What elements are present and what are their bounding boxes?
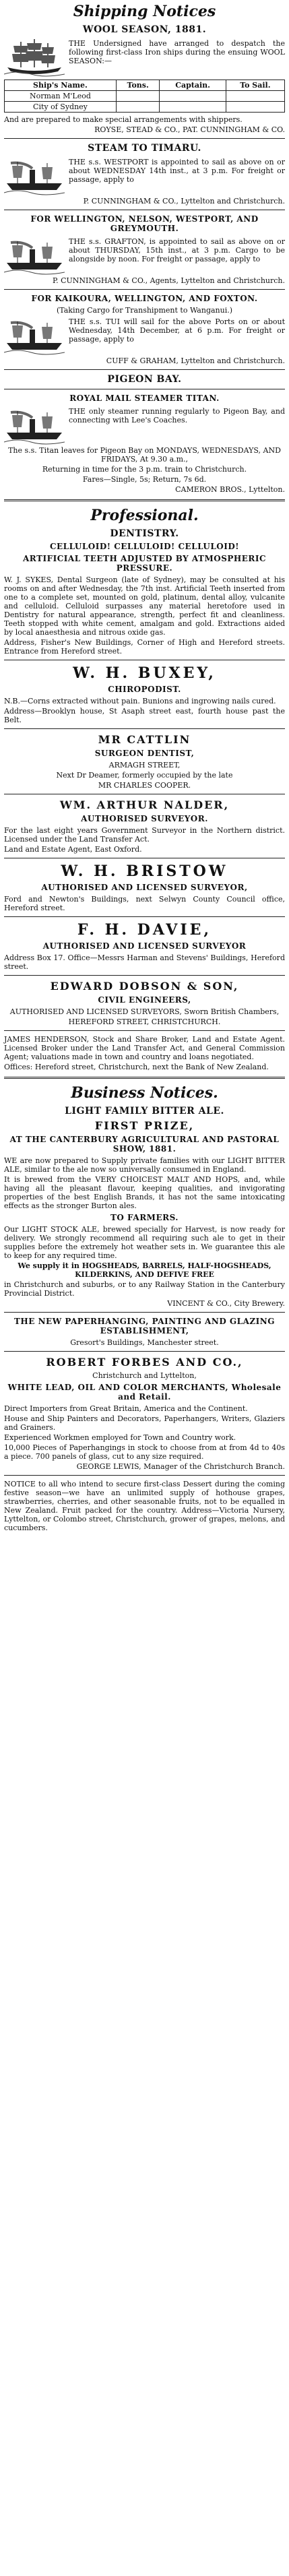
wool-body-wrap [69,38,285,67]
pigeon-fares: Fares—Single, 5s; Return, 7s 6d. [82,475,207,484]
divider [4,289,285,290]
buxey-name: W. H. BUXEY, [73,664,216,682]
wool-schedule-table [4,80,285,113]
professional-section-title: Professional. [90,507,199,524]
ale-signoff: VINCENT & CO., City Brewery. [167,1299,285,1308]
wellington-ad [4,214,285,285]
divider [4,975,285,976]
davie-ad [4,921,285,971]
wellington-agent: P. CUNNINGHAM & CO., Agents, Lyttelton and Christchurch. [52,276,285,285]
schedule-header-ship: Ship's Name. [5,80,117,91]
timaru-ship-row [4,156,285,195]
kaikoura-agent: CUFF & GRAHAM, Lyttelton and Christchurch. [106,356,285,365]
schedule-cell [226,102,284,113]
kaikoura-ship-row [4,316,285,355]
timaru-heading: STEAM TO TIMARU. [88,143,201,154]
nalder-ad [4,798,285,854]
forbes-sub: Christchurch and Lyttelton, [92,1371,197,1380]
steamship-icon [4,316,65,355]
ale-farmers: TO FARMERS. [110,1213,179,1222]
kaikoura-heading: FOR KAIKOURA, WELLINGTON, AND FOXTON. [31,294,258,303]
divider [4,369,285,370]
dentistry-sub: ARTIFICIAL TEETH ADJUSTED BY ATMOSPHERIC PRESSURE. [23,554,266,573]
notices-column [0,3,289,1532]
henderson-ad [4,1035,285,1071]
ale-heading: LIGHT FAMILY BITTER ALE. [65,1106,224,1117]
buxey-address: Address—Brooklyn house, St Asaph street east, fourth house past the Belt. [4,707,285,724]
ale-body1: WE are now prepared to Supply private families with our LIGHT BITTER ALE, similar to the ale now so universally consumed in England. [4,1156,285,1174]
bristow-body: Ford and Newton's Buildings, next Selwyn County Council office, Hereford street. [4,895,285,912]
wool-arrange: And are prepared to make special arrangements with shippers. [4,115,243,124]
pigeon-body-wrap [69,406,285,426]
wellington-body: THE s.s. GRAFTON, is appointed to sail as above on or about THURSDAY, 15th inst., at 3 p.m. Cargo to be alongside by noon. For freight or passage, apply to [69,237,285,263]
fruit-notice-body: NOTICE to all who intend to secure first-class Dessert during the coming festive season—we have an unlimited supply of hothouse grapes, strawberries, cherries, and other seasonable fruits, not to be equalled in New Zealand. Fruit packed for the country. Address—Victoria Nursery, Lyttelton, or Colombo street, Christchurch, grower of grapes, melons, and cucumbers. [4,1480,285,1532]
ale-supply: We supply it in HOGSHEADS, BARRELS, HALF-HOGSHEADS, KILDERKINS, AND DEFIVE FREE [18,1261,271,1279]
nalder-address: Land and Estate Agent, East Oxford. [4,845,142,854]
bristow-role: AUTHORISED AND LICENSED SURVEYOR, [41,883,248,892]
ale-body2: It is brewed from the VERY CHOICEST MALT AND HOPS, and, while having all the pleasant flavour, keeping qualities, and invigorating properties of the best English Brands, it has not the same intoxicating effects as the stronger Burton ales. [4,1175,285,1210]
sailing-ship-icon [4,38,65,77]
kaikoura-ad [4,294,285,365]
steamship-icon [4,406,65,445]
schedule-cell [160,102,226,113]
divider [4,1312,285,1313]
wellington-ship-row [4,236,285,275]
bitter-ale-ad [4,1106,285,1308]
cattlin-street: ARMAGH STREET, [108,761,181,769]
forbes-body3: Experienced Workmen employed for Town and Country work. [4,1433,236,1442]
wool-heading: WOOL SEASON, 1881. [82,24,207,35]
davie-body: Address Box 17. Office—Messrs Harman and Stevens' Buildings, Hereford street. [4,953,285,971]
celluloid-line: CELLULOID! CELLULOID! CELLULOID! [49,542,240,551]
schedule-cell [116,91,160,102]
timaru-body: THE s.s. WESTPORT is appointed to sail as above on or about WEDNESDAY 14th inst., at 3 p.m. For freight or passage, apply to [69,158,285,184]
henderson-address: Offices: Hereford street, Christchurch, next the Bank of New Zealand. [4,1063,269,1071]
business-section-title: Business Notices. [71,1084,218,1102]
forbes-ad [4,1356,285,1471]
nalder-body: For the last eight years Government Surveyor in the Northern district. Licensed under the Land Transfer Act. [4,826,285,844]
forbes-trade: WHITE LEAD, OIL AND COLOR MERCHANTS, Wholesale and Retail. [7,1383,282,1402]
buxey-ad [4,664,285,724]
pigeon-return: Returning in time for the 3 p.m. train to Christchurch. [42,465,247,474]
dobson-ad [4,980,285,1026]
schedule-header-row [5,80,285,91]
schedule-cell [226,91,284,102]
cattlin-role: SURGEON DENTIST, [94,749,195,758]
cattlin-name: MR CATTLIN [98,733,191,746]
pigeon-ship-row [4,406,285,445]
dobson-sub: AUTHORISED AND LICENSED SURVEYORS, Sworn British Chambers, [9,1007,280,1016]
fruit-notice-ad [4,1480,285,1532]
newspaper-page [0,3,289,2576]
table-row [5,91,285,102]
dobson-address: HEREFORD STREET, CHRISTCHURCH. [68,1017,221,1026]
ale-prize: FIRST PRIZE, [94,1119,195,1132]
forbes-signoff: GEORGE LEWIS, Manager of the Christchurch Branch. [76,1462,285,1471]
cattlin-late: MR CHARLES COOPER. [98,781,191,790]
dentistry-address: Address, Fisher's New Buildings, Corner of High and Hereford streets. Entrance from Hereford street. [4,638,285,656]
schedule-cell: Norman M'Leod [5,91,117,102]
timaru-agent: P. CUNNINGHAM & CO., Lyttelton and Christchurch. [83,197,285,206]
davie-role: AUTHORISED AND LICENSED SURVEYOR [42,941,247,951]
paperhanging-ad [4,1317,285,1347]
dobson-name: EDWARD DOBSON & SON, [50,980,239,993]
divider [4,728,285,729]
schedule-header-tons: Tons. [116,80,160,91]
forbes-body: Direct Importers from Great Britain, America and the Continent. [4,1404,248,1413]
wool-season-ad [4,24,285,134]
table-row [5,102,285,113]
kaikoura-body: THE s.s. TUI will sail for the above Ports on or about Wednesday, 14th December, at 6 p.m. For freight or passage, apply to [69,317,285,344]
forbes-name: ROBERT FORBES AND CO., [46,1356,243,1369]
buxey-body: N.B.—Corns extracted without pain. Bunions and ingrowing nails cured. [4,697,276,705]
wool-agents: ROYSE, STEAD & CO., PAT. CUNNINGHAM & CO. [94,125,285,134]
divider [4,916,285,917]
paperhanging-heading: THE NEW PAPERHANGING, PAINTING AND GLAZING ESTABLISHMENT, [13,1317,276,1336]
henderson-body: JAMES HENDERSON, Stock and Share Broker, Land and Estate Agent. Licensed Broker under the Land Transfer Act, and General Commission Agent; valuations made in town and country and loans negotiated. [4,1035,285,1061]
pigeon-body: THE only steamer running regularly to Pigeon Bay, and connecting with Lee's Coaches. [69,407,285,425]
divider [4,138,285,139]
ale-show: AT THE CANTERBURY AGRICULTURAL AND PASTORAL SHOW, 1881. [9,1135,280,1154]
dentistry-heading: DENTISTRY. [110,528,179,539]
shipping-section-title: Shipping Notices [73,3,216,20]
divider [4,1030,285,1031]
schedule-cell [116,102,160,113]
wool-ship-row [4,38,285,77]
paperhanging-address: Gresort's Buildings, Manchester street. [70,1338,219,1347]
schedule-header-sail: To Sail. [226,80,284,91]
pigeon-agent: CAMERON BROS., Lyttelton. [175,485,285,494]
steamship-icon [4,156,65,195]
pigeon-heading: PIGEON BAY. [107,374,182,385]
davie-name: F. H. DAVIE, [77,921,212,939]
steamship-icon [4,236,65,275]
timaru-ad [4,143,285,206]
dobson-role: CIVIL ENGINEERS, [98,995,191,1005]
wellington-body-wrap [69,236,285,265]
kaikoura-body-wrap [69,316,285,345]
dentistry-ad [4,528,285,656]
wellington-heading: FOR WELLINGTON, NELSON, WESTPORT, AND GREYMOUTH. [30,214,259,233]
cattlin-ad [4,733,285,790]
pigeon-heading2: ROYAL MAIL STEAMER TITAN. [69,394,220,403]
divider [4,1351,285,1352]
cattlin-body: Next Dr Deamer, formerly occupied by the late [56,771,233,780]
bristow-ad [4,862,285,912]
dentistry-body: W. J. SYKES, Dental Surgeon (late of Sydney), may be consulted at his rooms on and after Wednesday, the 7th inst. Artificial Teeth inserted from one to a complete set, mounted on gold, platinum, dental alloy, vulcanite and celluloid. Celluloid surpasses any material heretofore used in Dentistry for natural appearance, strength, perfect fit and cleanliness. Teeth stopped with white cement, amalgam and gold. Extractions aided by local anaesthesia and nitrous oxide gas. [4,575,285,637]
forbes-body4: 10,000 Pieces of Paperhangings in stock to choose from at from 4d to 40s a piece. 700 panels of glass, cut to any size required. [4,1443,285,1461]
pigeon-bay-ad [4,374,285,494]
section-divider [4,1077,285,1079]
divider [4,1475,285,1476]
bristow-name: W. H. BRISTOW [61,862,228,880]
timaru-body-wrap [69,156,285,185]
kaikoura-sub: (Taking Cargo for Transhipment to Wanganui.) [56,306,233,315]
schedule-header-captain: Captain. [160,80,226,91]
schedule-cell: City of Sydney [5,102,117,113]
forbes-body2: House and Ship Painters and Decorators, Paperhangers, Writers, Glaziers and Grainers. [4,1414,285,1432]
ale-body4: in Christchurch and suburbs, or to any Railway Station in the Canterbury Provincial District. [4,1280,285,1298]
schedule-cell [160,91,226,102]
wool-body: THE Undersigned have arranged to despatch the following first-class Iron ships during the ensuing WOOL SEASON:— [69,39,285,65]
ale-body3: Our LIGHT STOCK ALE, brewed specially for Harvest, is now ready for delivery. We strongly recommend all requiring such ale to get in their supplies before the extremely hot weather sets in. We guarantee this ale to keep for any required time. [4,1225,285,1260]
section-divider [4,499,285,501]
nalder-role: AUTHORISED SURVEYOR. [81,814,208,823]
pigeon-schedule: The s.s. Titan leaves for Pigeon Bay on MONDAYS, WEDNESDAYS, AND FRIDAYS, At 9.30 a.m., [8,446,281,464]
buxey-role: CHIROPODIST. [108,685,181,694]
nalder-name: WM. ARTHUR NALDER, [59,798,230,811]
